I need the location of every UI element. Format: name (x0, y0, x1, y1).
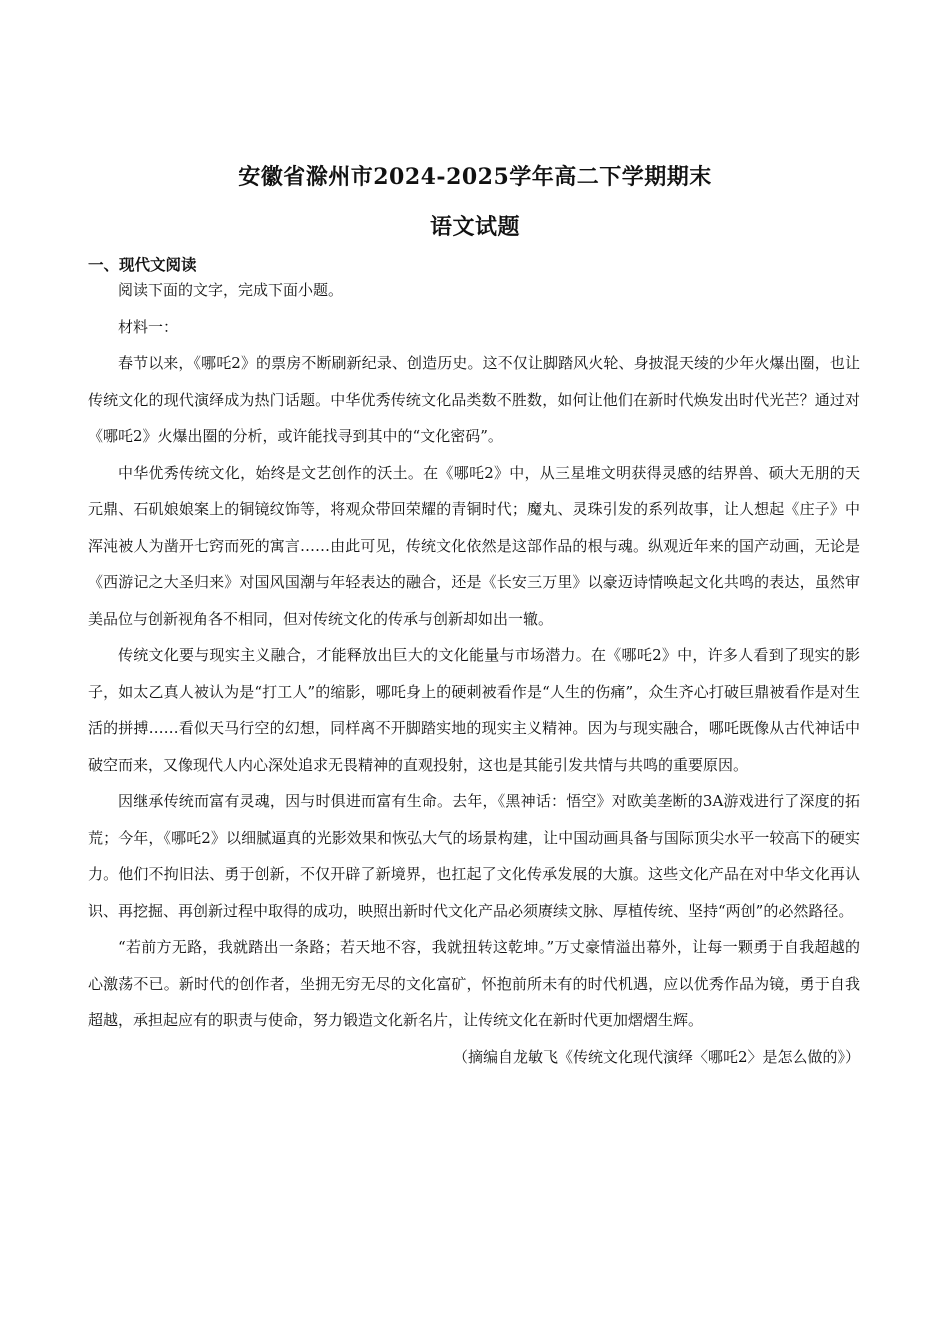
paragraph: 春节以来，《哪吒2》的票房不断刷新纪录、创造历史。这不仅让脚踏风火轮、身披混天绫的少年火爆出圈，也让传统文化的现代演绎成为热门话题。中华优秀传统文化品类数不胜数，如何让他们在新时代焕发出时代光芒？通过对《哪吒2》火爆出圈的分析，或许能找寻到其中的“文化密码”。 (88, 354, 860, 445)
material-label: 材料一： (118, 317, 179, 336)
passage-body (88, 272, 860, 1075)
paragraph: “若前方无路，我就踏出一条路；若天地不容，我就扭转这乾坤。”万丈豪情溢出幕外，让每一颗勇于自我超越的心激荡不已。新时代的创作者，坐拥无穷无尽的文化富矿，怀抱前所未有的时代机遇，应以优秀作品为镜，勇于自我超越，承担起应有的职责与使命，努力锻造文化新名片，让传统文化在新时代更加熠熠生辉。 (88, 938, 860, 1029)
source-citation: （摘编自龙敏飞《传统文化现代演绎〈哪吒2〉是怎么做的》） (452, 1047, 860, 1066)
paragraph: 传统文化要与现实主义融合，才能释放出巨大的文化能量与市场潜力。在《哪吒2》中，许多人看到了现实的影子，如太乙真人被认为是“打工人”的缩影，哪吒身上的硬刺被看作是“人生的伤痛”，众生齐心打破巨鼎被看作是对生活的拼搏……看似天马行空的幻想，同样离不开脚踏实地的现实主义精神。因为与现实融合，哪吒既像从古代神话中破空而来，又像现代人内心深处追求无畏精神的直观投射，这也是其能引发共情与共鸣的重要原因。 (88, 646, 860, 774)
document-title: 安徽省滁州市2024-2025学年高二下学期期末 (238, 164, 712, 190)
section-heading: 一、现代文阅读 (88, 255, 197, 274)
instruction-text: 阅读下面的文字，完成下面小题。 (118, 281, 344, 299)
paragraph: 因继承传统而富有灵魂，因与时俱进而富有生命。去年，《黑神话：悟空》对欧美垄断的3A游戏进行了深度的拓荒；今年，《哪吒2》以细腻逼真的光影效果和恢弘大气的场景构建，让中国动画具备与国际顶尖水平一较高下的硬实力。他们不拘旧法、勇于创新，不仅开辟了新境界，也扛起了文化传承发展的大旗。这些文化产品在对中华文化再认识、再挖掘、再创新过程中取得的成功，映照出新时代文化产品必须赓续文脉、厚植传统、坚持“两创”的必然路径。 (88, 792, 860, 920)
document-subtitle: 语文试题 (429, 214, 520, 240)
paragraph: 中华优秀传统文化，始终是文艺创作的沃土。在《哪吒2》中，从三星堆文明获得灵感的结界兽、硕大无朋的天元鼎、石矶娘娘案上的铜镜纹饰等，将观众带回荣耀的青铜时代；魔丸、灵珠引发的系列故事，让人想起《庄子》中浑沌被人为凿开七窍而死的寓言……由此可见，传统文化依然是这部作品的根与魂。纵观近年来的国产动画，无论是《西游记之大圣归来》对国风国潮与年轻表达的融合，还是《长安三万里》以豪迈诗情唤起文化共鸣的表达，虽然审美品位与创新视角各不相同，但对传统文化的传承与创新却如出一辙。 (88, 463, 860, 628)
